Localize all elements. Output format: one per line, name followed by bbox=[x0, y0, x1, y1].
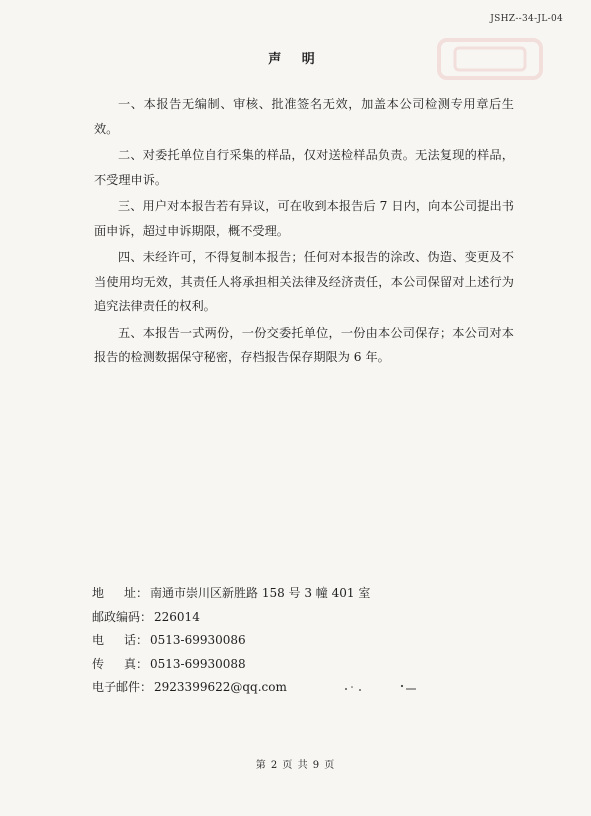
scan-specks-icon bbox=[340, 682, 420, 696]
clause-3: 三、用户对本报告若有异议，可在收到本报告后 7 日内，向本公司提出书面申诉，超过申诉期限，概不受理。 bbox=[94, 199, 514, 238]
address-value: 南通市崇川区新胜路 158 号 3 幢 401 室 bbox=[150, 586, 371, 600]
email-value: 2923399622@qq.com bbox=[154, 680, 287, 694]
address-label: 地 址： bbox=[92, 586, 148, 600]
phone-row bbox=[92, 629, 512, 653]
phone-value: 0513-69930086 bbox=[150, 633, 246, 647]
clause-1: 一、本报告无编制、审核、批准签名无效，加盖本公司检测专用章后生效。 bbox=[94, 97, 514, 136]
document-code: JSHZ--34-JL-04 bbox=[490, 14, 563, 24]
page-number: 第 2 页 共 9 页 bbox=[255, 760, 336, 771]
contact-info bbox=[92, 582, 512, 700]
email-row bbox=[92, 676, 512, 700]
fax-row bbox=[92, 653, 512, 677]
clause-4: 四、未经许可，不得复制本报告；任何对本报告的涂改、伪造、变更及不当使用均无效，其责任人将承担相关法律及经济责任，本公司保留对上述行为追究法律责任的权利。 bbox=[94, 250, 514, 313]
clause-5: 五、本报告一式两份，一份交委托单位，一份由本公司保存；本公司对本报告的检测数据保守秘密，存档报告保存期限为 6 年。 bbox=[94, 325, 514, 364]
fax-label: 传 真： bbox=[92, 656, 148, 671]
clause-2: 二、对委托单位自行采集的样品，仅对送检样品负责。无法复现的样品，不受理申诉。 bbox=[94, 148, 514, 187]
page-title: 声 明 bbox=[268, 52, 323, 67]
declaration-clauses bbox=[94, 92, 514, 372]
address-row bbox=[92, 582, 512, 606]
postcode-row bbox=[92, 606, 512, 630]
postcode-label: 邮政编码： bbox=[92, 609, 153, 624]
email-label: 电子邮件： bbox=[92, 680, 153, 694]
postcode-value: 226014 bbox=[154, 609, 200, 624]
fax-value: 0513-69930088 bbox=[150, 656, 246, 671]
phone-label: 电 话： bbox=[92, 633, 148, 647]
